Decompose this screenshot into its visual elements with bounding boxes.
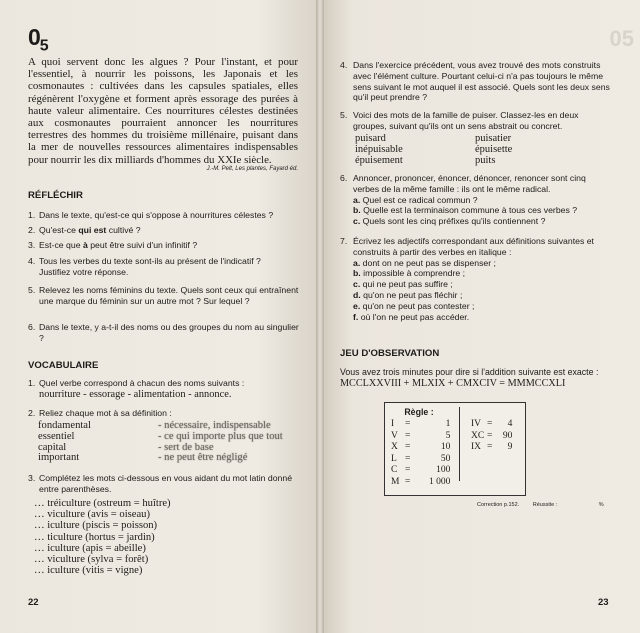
latin-line: … iculture (piscis = poisson) bbox=[34, 520, 158, 532]
q-number: 1. bbox=[28, 210, 36, 220]
rule-row: XC = 90 bbox=[471, 430, 513, 441]
q-number: 6. bbox=[340, 173, 348, 183]
rule-row: C = 100 bbox=[391, 465, 451, 475]
q6 bbox=[340, 173, 612, 227]
q5 bbox=[340, 110, 612, 132]
observation-text: Vous avez trois minutes pour dire si l'addition suivante est exacte : bbox=[340, 367, 599, 377]
sub-text: dont on ne peut pas se dispenser ; bbox=[362, 257, 496, 268]
rule-symbol: L bbox=[391, 453, 397, 464]
rule-value: 9 bbox=[507, 442, 513, 452]
q-text: Voici des mots de la famille de puiser. Classez-les en deux groupes, suivant qu'ils ont un sens abstrait ou concret. bbox=[353, 110, 579, 131]
word: puits bbox=[475, 155, 496, 166]
rule-row: M = 1 000 bbox=[391, 476, 451, 487]
rule-symbol: X bbox=[391, 442, 398, 452]
latin-line: … viculture (sylva = forêt) bbox=[34, 554, 149, 566]
rule-divider bbox=[459, 407, 460, 481]
rule-value: 90 bbox=[502, 430, 513, 441]
q-text: Dans le texte, qu'est-ce qui s'oppose à nourritures célestes ? bbox=[39, 210, 274, 220]
q-number: 4. bbox=[28, 256, 36, 266]
q-number: 3. bbox=[28, 240, 36, 250]
q-text: Justifiez votre réponse. bbox=[39, 267, 129, 277]
word: puisard bbox=[355, 133, 386, 144]
q-text: peut être suivi d'un infinitif ? bbox=[87, 240, 198, 250]
q7 bbox=[340, 236, 612, 322]
lesson-badge bbox=[28, 24, 48, 56]
word: épuisette bbox=[475, 144, 513, 155]
word: fondamental bbox=[38, 420, 91, 431]
q-text: Complétez les mots ci-dessous en vous aidant du mot latin donné entre parenthèses. bbox=[39, 473, 293, 494]
rule-value: 50 bbox=[440, 453, 451, 464]
q7-sub-e bbox=[353, 301, 612, 312]
q-number: 5. bbox=[340, 110, 348, 120]
sub-letter: f. bbox=[353, 311, 359, 322]
word: puisatier bbox=[475, 133, 512, 144]
badge-number: 5 bbox=[39, 37, 48, 55]
sub-text: impossible à comprendre ; bbox=[363, 268, 466, 279]
vocab-q1 bbox=[28, 378, 303, 400]
q-text: Qu'est-ce bbox=[39, 225, 79, 235]
rule-row: V = 5 bbox=[391, 430, 451, 441]
definition-words bbox=[38, 421, 158, 464]
reflechir-q5 bbox=[28, 285, 303, 307]
q7-sub-b bbox=[353, 268, 612, 279]
rule-row: X = 10 bbox=[391, 442, 451, 452]
reflechir-q6 bbox=[28, 322, 303, 344]
rule-symbol: C bbox=[391, 465, 398, 475]
rule-right-column bbox=[471, 419, 512, 454]
q-number: 2. bbox=[28, 408, 36, 418]
rule-symbol: IV bbox=[471, 419, 482, 429]
sub-text: qu'on ne peut pas fléchir ; bbox=[363, 289, 463, 300]
reflechir-q4 bbox=[28, 256, 303, 278]
correction-ref: Correction p.152. bbox=[477, 502, 520, 508]
rule-value: 100 bbox=[436, 465, 451, 475]
q-text: Tous les verbes du texte sont-ils au présent de l'indicatif ? bbox=[39, 256, 261, 266]
latin-line: … iculture (vitis = vigne) bbox=[34, 565, 143, 577]
vocab-q3 bbox=[28, 473, 313, 495]
sub-text: qu'on ne peut pas contester ; bbox=[362, 300, 475, 311]
reflechir-heading: RÉFLÉCHIR bbox=[28, 190, 83, 201]
rule-left-column bbox=[391, 419, 450, 488]
sub-text: Quels sont les cinq préfixes qu'ils contiennent ? bbox=[362, 216, 546, 227]
rule-symbol: XC bbox=[471, 430, 485, 441]
rule-row: IX = 9 bbox=[471, 442, 513, 452]
roman-formula: MCCLXXVIII + MLXIX + CMXCIV = MMMCCXLI bbox=[340, 378, 566, 389]
q-text: Dans le texte, y a-t-il des noms ou des groupes du nom au singulier ? bbox=[39, 322, 299, 343]
q7-sub-c bbox=[353, 279, 612, 290]
rule-value: 10 bbox=[440, 442, 451, 452]
q-number: 7. bbox=[340, 236, 348, 246]
rule-value: 4 bbox=[507, 419, 513, 429]
word: épuisement bbox=[355, 155, 403, 166]
sub-letter: b. bbox=[353, 268, 361, 279]
sub-letter: d. bbox=[353, 289, 361, 300]
word: essentiel bbox=[38, 430, 75, 442]
word: inépuisable bbox=[355, 144, 403, 155]
q-text: Reliez chaque mot à sa définition : bbox=[39, 408, 172, 418]
definition: - sert de base bbox=[158, 441, 214, 453]
q4 bbox=[340, 60, 612, 103]
sub-letter: b. bbox=[353, 205, 361, 216]
q7-sub-d bbox=[353, 290, 612, 301]
q-number: 5. bbox=[28, 285, 36, 295]
reflechir-q1 bbox=[28, 210, 303, 221]
sub-letter: e. bbox=[353, 300, 361, 311]
word: capital bbox=[38, 441, 67, 453]
rule-title: Règle : bbox=[404, 407, 434, 417]
latin-line: … tréiculture (ostreum = huître) bbox=[34, 498, 171, 509]
latin-line: … ticulture (hortus = jardin) bbox=[34, 531, 155, 543]
rule-value: 1 bbox=[445, 419, 451, 429]
q-bold: à bbox=[82, 240, 88, 250]
sub-letter: c. bbox=[353, 279, 361, 290]
vocab-q2 bbox=[28, 408, 303, 419]
q6-sub-b bbox=[353, 205, 612, 216]
rule-row: I = 1 bbox=[391, 419, 451, 429]
sub-text: où l'on ne peut pas accéder. bbox=[360, 311, 470, 322]
percent-sign: % bbox=[598, 502, 604, 508]
reussite-label: Réussite : bbox=[532, 502, 558, 508]
ghost-badge: 05 bbox=[609, 26, 634, 51]
q-text: Quel verbe correspond à chacun des noms suivants : bbox=[39, 378, 245, 388]
q7-sub-a bbox=[353, 258, 612, 269]
q-number: 2. bbox=[28, 225, 36, 235]
roman-rule-box bbox=[384, 402, 526, 496]
rule-value: 1 000 bbox=[428, 476, 451, 487]
rule-row: IV = 4 bbox=[471, 419, 513, 429]
q-text: Annoncer, prononcer, énoncer, dénoncer, renoncer sont cinq verbes de la même famille : ils ont le même radical. bbox=[353, 173, 586, 194]
q-bold: qui est bbox=[78, 225, 107, 235]
observation-heading: JEU D'OBSERVATION bbox=[340, 348, 440, 359]
book-gutter bbox=[316, 0, 324, 633]
sub-letter: c. bbox=[353, 216, 361, 227]
definition-list bbox=[158, 421, 308, 464]
rule-value: 5 bbox=[445, 430, 451, 441]
word: important bbox=[38, 452, 80, 464]
word-column-1 bbox=[355, 133, 465, 166]
rule-symbol: M bbox=[391, 476, 400, 487]
sub-text: qui ne peut pas suffire ; bbox=[362, 279, 453, 290]
vocab-words: nourriture - essorage - alimentation - annonce. bbox=[39, 389, 232, 400]
correction-line bbox=[477, 502, 604, 508]
q-text: Relevez les noms féminins du texte. Quels sont ceux qui entraînent une marque du féminin sur un autre mot ? Sur lequel ? bbox=[39, 285, 299, 306]
q7-sub-f bbox=[353, 312, 612, 323]
rule-symbol: IX bbox=[471, 442, 482, 452]
definition: - ne peut être négligé bbox=[158, 452, 248, 464]
intro-paragraph: A quoi servent donc les algues ? Pour l'instant, et pour l'essentiel, à nourrir les poissons, les Japonais et les cosmonautes : cultivées dans les capsules spatiales, elles régénèrent l'oxygène et forment après essorage des purées à haute valeur alimentaire. Ces nourritures célestes destinées aux cosmonautes pourraient annoncer les nourritures terrestres des hommes du troisième millénaire, puisant dans la mer de nouvelles ressources alimentaires indispensables pour nourrir les dix milliards d'hommes du XXIe siècle. bbox=[28, 56, 298, 166]
sub-text: Quel est ce radical commun ? bbox=[362, 194, 478, 205]
latin-line: … viculture (avis = oiseau) bbox=[34, 509, 150, 521]
source-citation: J.-M. Pelt, Les plantes, Fayard éd. bbox=[206, 166, 298, 172]
sub-letter: a. bbox=[353, 194, 361, 205]
q6-sub-c bbox=[353, 216, 612, 227]
rule-symbol: V bbox=[391, 430, 398, 441]
page-number-left: 22 bbox=[28, 597, 39, 608]
sub-text: Quelle est la terminaison commune à tous ces verbes ? bbox=[363, 205, 578, 216]
definition: - nécessaire, indispensable bbox=[158, 420, 271, 431]
q-text: Dans l'exercice précédent, vous avez trouvé des mots construits avec l'élément culture. Pourtant celui-ci n'a pas toujours le même sens suivant le mot auquel il est associé. Quels sont les deux sens qu'il peut prendre ? bbox=[353, 60, 610, 103]
q-number: 4. bbox=[340, 60, 348, 70]
rule-row: L = 50 bbox=[391, 453, 451, 464]
reflechir-q3 bbox=[28, 240, 303, 251]
q6-sub-a bbox=[353, 195, 612, 206]
q-text: cultivé ? bbox=[106, 225, 141, 235]
badge-letter: 0 bbox=[28, 24, 40, 50]
q-text: Écrivez les adjectifs correspondant aux définitions suivantes et construits à partir des verbes en italique : bbox=[353, 236, 594, 257]
latin-line: … iculture (apis = abeille) bbox=[34, 542, 146, 554]
q-number: 6. bbox=[28, 322, 36, 332]
page-number-right: 23 bbox=[598, 597, 609, 608]
q-number: 3. bbox=[28, 473, 36, 483]
sub-letter: a. bbox=[353, 257, 361, 268]
definition: - ce qui importe plus que tout bbox=[158, 430, 283, 442]
word-column-2 bbox=[475, 133, 595, 166]
reflechir-q2 bbox=[28, 225, 303, 236]
q-number: 1. bbox=[28, 378, 36, 388]
latin-word-list bbox=[34, 498, 171, 576]
q-text: Est-ce que bbox=[39, 240, 83, 250]
rule-symbol: I bbox=[391, 419, 395, 429]
vocabulaire-heading: VOCABULAIRE bbox=[28, 360, 99, 371]
